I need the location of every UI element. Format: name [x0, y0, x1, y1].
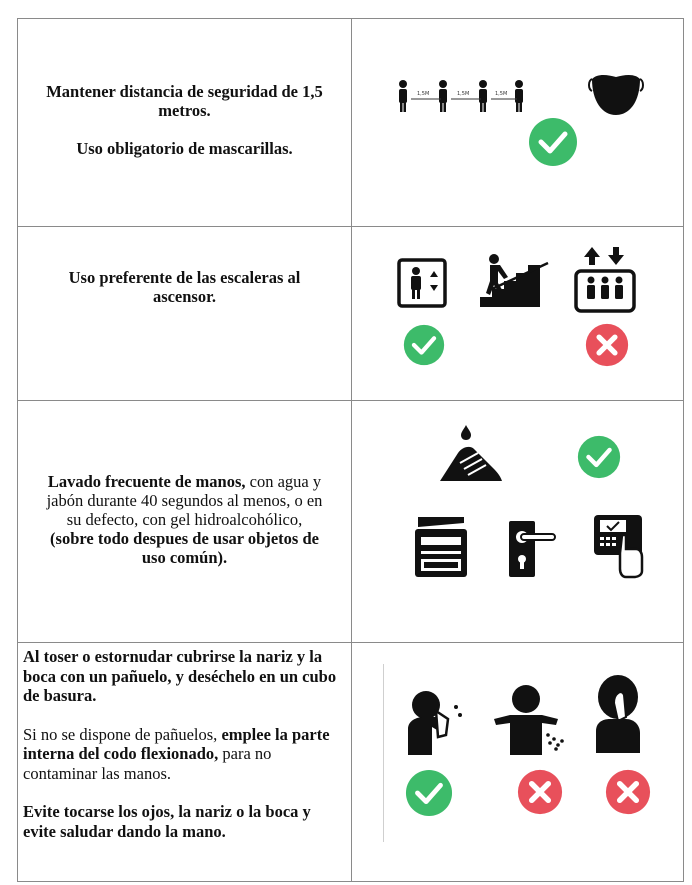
x-icon: [517, 769, 563, 815]
distance-label: 1,5M: [417, 91, 430, 97]
crowded-elevator-icon: [572, 245, 638, 315]
distance-line1: Mantener distancia de seguridad de 1,5: [46, 81, 323, 101]
elevator-person-icon: [396, 257, 448, 309]
handwash-line4: (sobre todo despues de usar objetos de: [50, 529, 319, 548]
cough-p2: [23, 725, 347, 784]
stairs-line1: Uso preferente de las escaleras al: [68, 267, 301, 287]
distance-line2: metros.: [158, 100, 211, 120]
safety-rules-table: [17, 18, 684, 882]
door-handle-icon: [507, 519, 557, 579]
touch-face-icon: [592, 673, 646, 755]
rule-icon-cell: [352, 227, 684, 401]
x-icon: [605, 769, 651, 815]
handwash-line3: su defecto, con gel hidroalcohólico,: [66, 510, 303, 529]
rule-row-stairs: [18, 227, 684, 401]
rule-icon-cell: [352, 19, 684, 227]
rule-text-cell: [18, 401, 352, 643]
rule-icon-cell: [352, 643, 684, 882]
rule-row-handwash: [18, 401, 684, 643]
rule-text-cell: [18, 643, 352, 882]
keypad-hand-icon: [592, 513, 648, 579]
cough-p2a: Si no se dispone de pañuelos,: [23, 724, 222, 744]
face-mask-icon: [588, 71, 644, 119]
check-icon: [577, 435, 621, 479]
divider: [383, 664, 384, 842]
hand-washing-icon: [438, 423, 504, 485]
rule-text-cell: [18, 19, 352, 227]
cough-p1: Al toser o estornudar cubrirse la nariz y la boca con un pañuelo, y deséchelo en un cubo de basura.: [23, 647, 337, 705]
check-icon: [403, 324, 445, 366]
sneeze-open-icon: [490, 683, 576, 757]
mask-line: Uso obligatorio de mascarillas.: [76, 138, 293, 158]
cough-p2c: para no contaminar las manos.: [23, 744, 272, 783]
distance-label: 1,5M: [457, 91, 470, 97]
copier-icon: [412, 513, 470, 579]
handwash-line2: jabón durante 40 segundos al menos, o en: [46, 491, 323, 510]
distance-label: 1,5M: [495, 91, 508, 97]
handwash-rest: con agua y: [245, 472, 322, 491]
sneeze-elbow-icon: [402, 687, 466, 757]
rule-row-cough: [18, 643, 684, 882]
x-icon: [585, 323, 629, 367]
stairs-line2: ascensor.: [152, 286, 217, 306]
rule-row-distance: [18, 19, 684, 227]
rule-icon-cell: [352, 401, 684, 643]
handwash-line5: uso común).: [141, 548, 228, 567]
stairs-person-icon: [478, 253, 550, 309]
cough-p2b: emplee la parte interna del codo flexionado,: [23, 724, 330, 763]
check-icon: [528, 117, 578, 167]
cough-p3: Evite tocarse los ojos, la nariz o la boca y evite saludar dando la mano.: [23, 802, 311, 841]
people-distancing-icon: [392, 79, 532, 129]
check-icon: [405, 769, 453, 817]
rule-text-cell: [18, 227, 352, 401]
handwash-lead: Lavado frecuente de manos,: [47, 472, 246, 491]
